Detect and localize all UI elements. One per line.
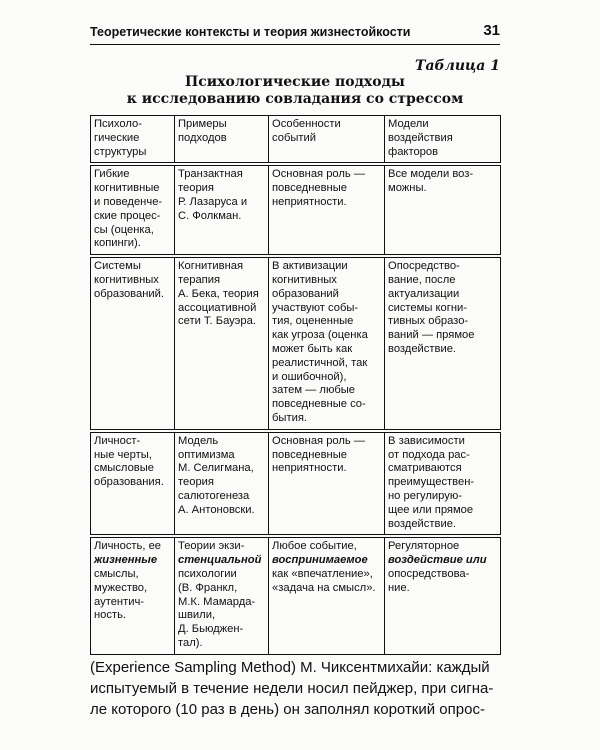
table-cell — [385, 256, 501, 431]
cell-line: повседневные — [272, 448, 347, 461]
cell-line: ваний — прямое — [388, 329, 475, 342]
body-line: (Experience Sampling Method) М. Чиксентмихайи: каждый — [90, 659, 490, 676]
cell-line: воздействия — [388, 131, 453, 144]
cell-line: В активизации — [272, 260, 348, 273]
cell-line: аутентич- — [94, 595, 145, 608]
cell-line: Любое событие, — [272, 540, 357, 553]
cell-line: М.К. Мамарда- — [178, 595, 256, 608]
cell-line: преимуществен- — [388, 476, 475, 489]
running-title: Теоретические контексты и теория жизнестойкости — [90, 25, 411, 39]
cell-line: смыслы, — [94, 567, 139, 580]
cell-line: Опосредство- — [388, 260, 460, 273]
cell-line: бытия. — [272, 411, 307, 424]
cell-line: тивных образо- — [388, 315, 469, 328]
cell-line: Особенности — [272, 118, 341, 130]
cell-line: Основная роль — — [272, 434, 366, 447]
cell-line: щее или прямое — [388, 503, 474, 516]
cell-line: Транзактная — [178, 168, 243, 181]
cell-line: Модель — [178, 434, 219, 447]
cell-line: «задача на смысл». — [272, 581, 376, 594]
cell-line: ские процес- — [94, 209, 161, 222]
table-row — [91, 536, 501, 654]
column-header-events — [269, 116, 385, 165]
cell-line: Гибкие — [94, 168, 130, 181]
cell-line: ность. — [94, 609, 127, 622]
column-header-structures — [91, 116, 175, 165]
cell-line: сматриваются — [388, 462, 462, 475]
cell-line: затем — любые — [272, 384, 356, 397]
cell-line: теория — [178, 182, 214, 195]
table-cell — [385, 431, 501, 537]
cell-line: но регулирую- — [388, 489, 462, 502]
cell-line: сети Т. Бауэра. — [178, 315, 256, 328]
body-line: ле которого (10 раз в день) он заполнял короткий опрос- — [90, 701, 485, 718]
cell-line: факторов — [388, 145, 439, 158]
cell-line: Р. Лазаруса и — [178, 195, 248, 208]
cell-line: (В. Франкл, — [178, 581, 238, 594]
page-number: 31 — [483, 22, 500, 39]
cell-line: М. Селигмана, — [178, 462, 254, 475]
cell-line: как угроза (оценка — [272, 329, 368, 342]
coping-approaches-table — [90, 115, 501, 655]
cell-line: салютогенеза — [178, 489, 250, 502]
cell-line: В зависимости — [388, 434, 465, 447]
body-paragraph — [90, 657, 510, 720]
cell-line: гические — [94, 131, 140, 144]
cell-line: от подхода рас- — [388, 448, 470, 461]
table-cell — [91, 536, 175, 654]
cell-line: Примеры — [178, 118, 227, 130]
cell-line: жизненные — [94, 554, 158, 567]
table-cell — [269, 256, 385, 431]
cell-line: неприятности. — [272, 195, 347, 208]
cell-line: повседневные со- — [272, 398, 366, 411]
cell-line: неприятности. — [272, 462, 347, 475]
cell-line: психологии — [178, 567, 237, 580]
cell-line: ассоциативной — [178, 301, 257, 314]
cell-line: швили, — [178, 609, 216, 622]
column-header-approaches — [175, 116, 269, 165]
table-cell — [269, 431, 385, 537]
column-header-models — [385, 116, 501, 165]
table-title-line: Психологические подходы — [185, 74, 405, 90]
cell-line: сы (оценка, — [94, 223, 154, 236]
cell-line: системы когни- — [388, 301, 467, 314]
cell-line: ные черты, — [94, 448, 152, 461]
cell-line: образований — [272, 287, 339, 300]
cell-line: как «впечатление», — [272, 567, 373, 580]
cell-line: Личность, ее — [94, 540, 162, 553]
table-title — [90, 74, 500, 108]
cell-line: воспринимаемое — [272, 554, 368, 567]
table-cell — [175, 256, 269, 431]
cell-line: Д. Бьюджен- — [178, 623, 244, 636]
table-cell — [385, 536, 501, 654]
cell-line: Системы — [94, 260, 141, 273]
cell-line: можны. — [388, 182, 427, 195]
cell-line: вание, после — [388, 273, 456, 286]
cell-line: А. Бека, теория — [178, 287, 259, 300]
cell-line: Теории экзи- — [178, 540, 245, 553]
cell-line: воздействие. — [388, 517, 457, 530]
cell-line: Основная роль — — [272, 168, 366, 181]
table-row — [91, 431, 501, 537]
cell-line: может быть как — [272, 342, 353, 355]
table-cell — [175, 431, 269, 537]
cell-line: Психоло- — [94, 118, 142, 130]
cell-line: стенциальной — [178, 554, 262, 567]
cell-line: терапия — [178, 273, 221, 286]
cell-line: образования. — [94, 476, 164, 489]
cell-line: когнитивные — [94, 182, 160, 195]
running-header — [90, 22, 500, 45]
cell-line: когнитивных — [94, 273, 159, 286]
table-cell — [91, 431, 175, 537]
cell-line: смысловые — [94, 462, 155, 475]
cell-line: событий — [272, 131, 317, 144]
cell-line: Когнитивная — [178, 260, 244, 273]
cell-line: опосредствова- — [388, 567, 470, 580]
cell-line: и ошибочной), — [272, 370, 347, 383]
cell-line: когнитивных — [272, 273, 337, 286]
table-cell — [269, 536, 385, 654]
cell-line: А. Антоновски. — [178, 503, 255, 516]
cell-line: тия, оцененные — [272, 315, 354, 328]
table-title-line: к исследованию совладания со стрессом — [126, 91, 464, 107]
cell-line: актуализации — [388, 287, 460, 300]
table-cell — [269, 164, 385, 256]
cell-line: повседневные — [272, 182, 347, 195]
cell-line: оптимизма — [178, 448, 235, 461]
cell-line: воздействие. — [388, 342, 457, 355]
cell-line: мужество, — [94, 581, 148, 594]
cell-line: Регуляторное — [388, 540, 460, 553]
cell-line: реалистичной, так — [272, 356, 368, 369]
table-header-row — [91, 116, 501, 165]
table-cell — [91, 164, 175, 256]
cell-line: Все модели воз- — [388, 168, 474, 181]
cell-line: Модели — [388, 118, 429, 130]
cell-line: воздействие или — [388, 554, 487, 567]
cell-line: образований. — [94, 287, 164, 300]
cell-line: тал). — [178, 636, 203, 649]
cell-line: С. Фолкман. — [178, 209, 242, 222]
table-number: Таблица 1 — [415, 58, 500, 74]
body-line: испытуемый в течение недели носил пейджер, при сигна- — [90, 680, 494, 697]
cell-line: структуры — [94, 145, 147, 158]
table-cell — [175, 164, 269, 256]
cell-line: ние. — [388, 581, 410, 594]
table-cell — [175, 536, 269, 654]
table-row — [91, 256, 501, 431]
cell-line: участвуют собы- — [272, 301, 359, 314]
cell-line: теория — [178, 476, 214, 489]
table-row — [91, 164, 501, 256]
table-cell — [385, 164, 501, 256]
cell-line: копинги). — [94, 237, 141, 250]
cell-line: Личност- — [94, 434, 141, 447]
cell-line: подходов — [178, 131, 227, 144]
table-cell — [91, 256, 175, 431]
cell-line: и поведенче- — [94, 195, 163, 208]
